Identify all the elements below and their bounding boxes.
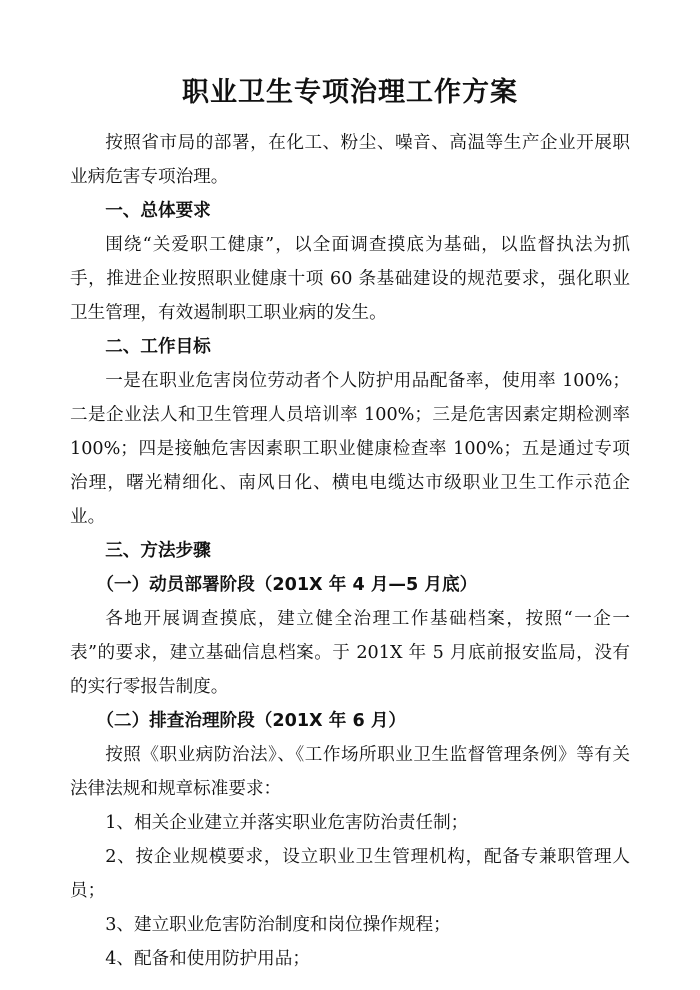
section-heading-work-goals: 二、工作目标 — [105, 337, 211, 357]
list-item: 1、相关企业建立并落实职业危害防治责任制； — [105, 813, 469, 833]
work-goals-paragraph: 一是在职业危害岗位劳动者个人防护用品配备率，使用率 100%；二是企业法人和卫生管理人员培训率 100%；三是危害因素定期检测率 100%；四是接触危害因素职工职业健康检查率 100%；五是通过专项治理，曙光精细化、南风日化、横电电缆达市级职业卫生工作示范企业。 — [70, 371, 630, 527]
stage-heading-mobilization: （一）动员部署阶段（201X 年 4 月—5 月底） — [96, 575, 478, 595]
list-item: 3、建立职业危害防治制度和岗位操作规程； — [105, 915, 451, 935]
general-requirements-paragraph: 围绕“关爱职工健康”，以全面调查摸底为基础，以监督执法为抓手，推进企业按照职业健康十项 60 条基础建设的规范要求，强化职业卫生管理，有效遏制职工职业病的发生。 — [70, 235, 630, 323]
list-item: 2、按企业规模要求，设立职业卫生管理机构，配备专兼职管理人员； — [70, 847, 630, 901]
section-heading-method-steps: 三、方法步骤 — [105, 541, 211, 561]
document-body — [70, 126, 630, 976]
intro-paragraph: 按照省市局的部署，在化工、粉尘、噪音、高温等生产企业开展职业病危害专项治理。 — [70, 133, 630, 187]
mobilization-paragraph: 各地开展调查摸底，建立健全治理工作基础档案，按照“一企一表”的要求，建立基础信息档案。于 201X 年 5 月底前报安监局，没有的实行零报告制度。 — [70, 609, 630, 697]
list-item: 4、配备和使用防护用品； — [105, 949, 310, 969]
inspection-paragraph: 按照《职业病防治法》、《工作场所职业卫生监督管理条例》等有关法律法规和规章标准要求： — [70, 745, 630, 799]
stage-heading-inspection: （二）排查治理阶段（201X 年 6 月） — [96, 711, 407, 731]
section-heading-general-requirements: 一、总体要求 — [105, 201, 211, 221]
document-title: 职业卫生专项治理工作方案 — [182, 77, 518, 108]
